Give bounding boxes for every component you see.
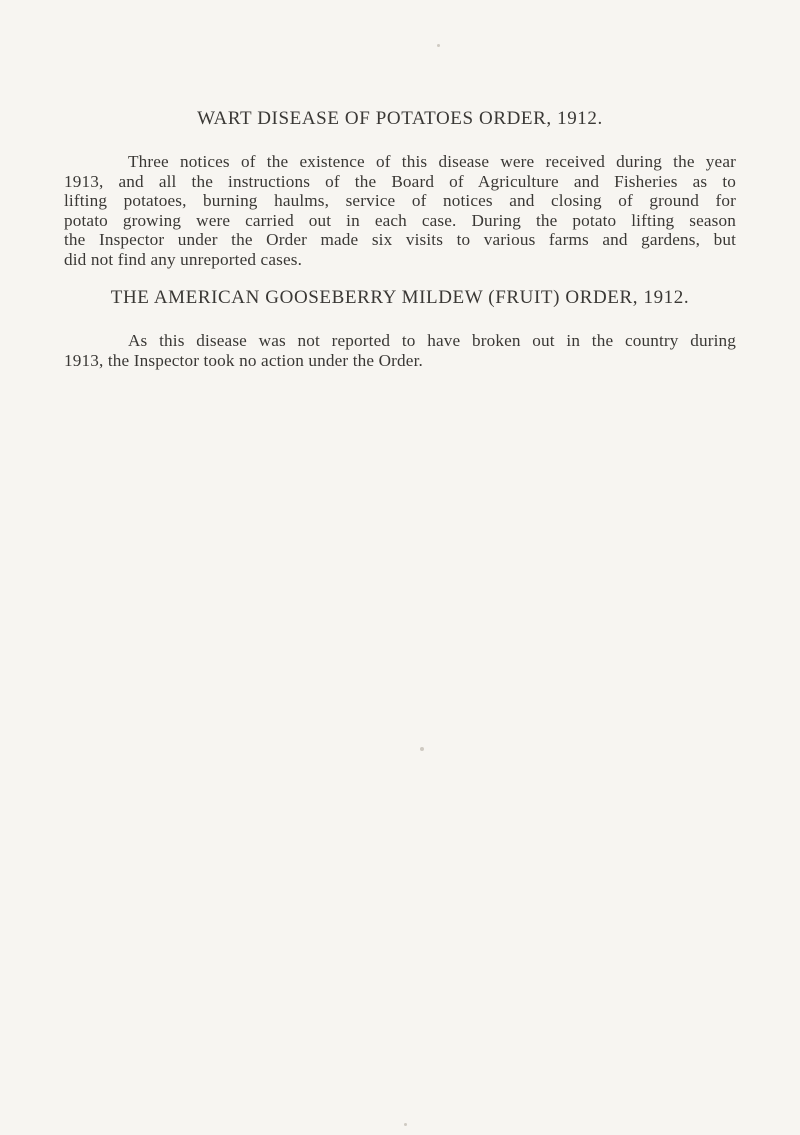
section-heading-gooseberry-mildew: THE AMERICAN GOOSEBERRY MILDEW (FRUIT) ORDER, 1912. [110, 287, 690, 308]
paragraph-line: As this disease was not reported to have broken out in the country during [128, 331, 736, 350]
paragraph-line: lifting potatoes, burning haulms, service of notices and closing of ground for [64, 191, 736, 211]
paragraph-line: 1913, the Inspector took no action under the Order. [64, 350, 423, 370]
paragraph-line: Three notices of the existence of this disease were received during the year [128, 152, 736, 171]
paragraph-line: 1913, and all the instructions of the Board of Agriculture and Fisheries as to [64, 171, 736, 191]
paper-speck [437, 44, 440, 47]
section-heading-wart-disease: WART DISEASE OF POTATOES ORDER, 1912. [197, 108, 603, 129]
paragraph-gooseberry-mildew [64, 331, 736, 370]
paragraph-line: potato growing were carried out in each case. During the potato lifting season [64, 210, 736, 230]
paragraph-wart-disease [64, 152, 736, 270]
paper-speck [404, 1123, 407, 1126]
paragraph-line: the Inspector under the Order made six visits to various farms and gardens, but [64, 230, 736, 250]
paper-speck [420, 747, 424, 751]
paragraph-line: did not find any unreported cases. [64, 249, 303, 269]
